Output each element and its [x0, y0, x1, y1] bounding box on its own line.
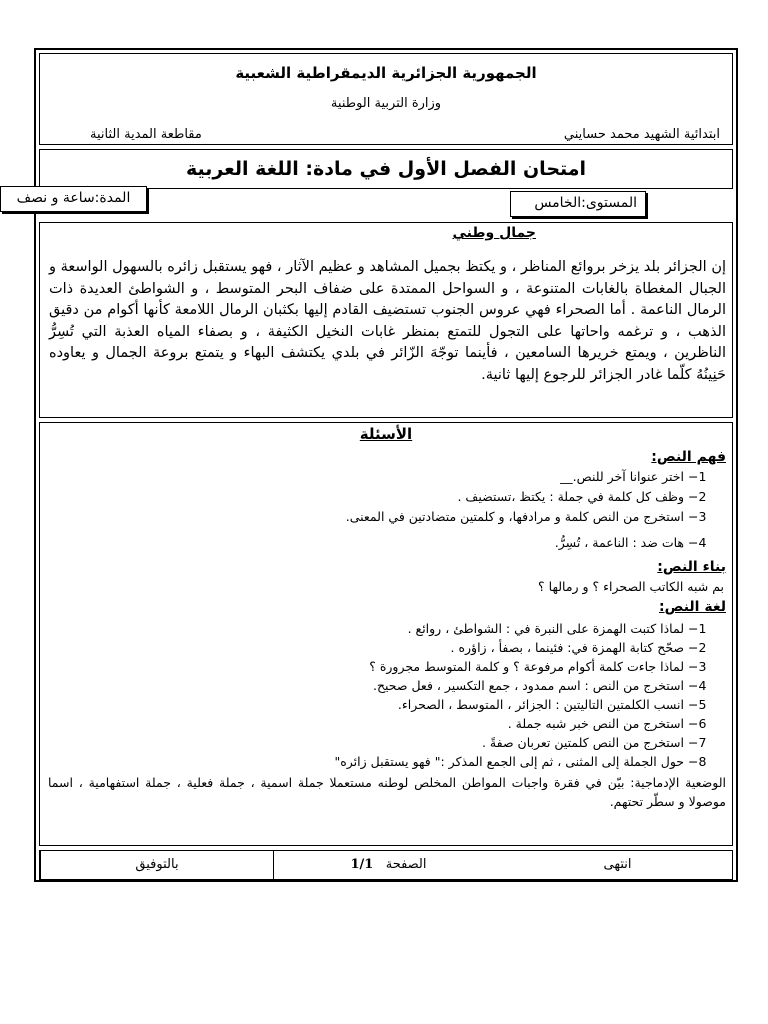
passage-box [39, 222, 733, 418]
questions-heading: الأسئلة [359, 425, 413, 443]
comprehension-q3: 3− استخرج من النص كلمة و مرادفها، و كلمتين متضادتين في المعنى. [345, 509, 707, 524]
language-q8: 8− حول الجملة إلى المثنى ، ثم إلى الجمع المذكر :" فهو يستقبل زائره" [334, 754, 707, 769]
language-q3: 3− لماذا جاءت كلمة أكوام مرفوعة ؟ و كلمة المتوسط مجرورة ؟ [369, 659, 707, 674]
passage-title: جمال وطني [452, 225, 536, 241]
integration-task: الوضعية الإدماجية: بيّن في فقرة واجبات المواطن المخلص لوطنه مستعملا جملة اسمية ، جملة فعلية ، جملة استفهامية ، اسما موصولا و سطّر تحتهم. [48, 775, 726, 809]
language-q5: 5− انسب الكلمتين التاليتين : الجزائر ، المتوسط ، الصحراء. [397, 697, 707, 712]
language-q6: 6− استخرج من النص خبر شبه جملة . [507, 716, 707, 731]
page-indicator: الصفحة 1/1 [273, 851, 503, 879]
structure-question: بم شبه الكاتب الصحراء ؟ و رمالها ؟ [538, 579, 724, 594]
structure-heading: بناء النص: [657, 559, 726, 575]
district-name: مقاطعة المدية الثانية [90, 127, 202, 142]
ministry-heading: وزارة التربية الوطنية [330, 96, 442, 111]
language-q1: 1− لماذا كتبت الهمزة على النبرة في : الشواطئ ، روائع . [407, 621, 707, 636]
language-q7: 7− استخرج من النص كلمتين تعربان صفةً . [481, 735, 707, 750]
comprehension-q2: 2− وظف كل كلمة في جملة : يكتظ ،تستضيف . [457, 489, 707, 504]
passage-text: إن الجزائر بلد يزخر بروائع المناظر ، و يكتظ بجميل المشاهد و عظيم الآثار ، فهو يستقبل زائره بالسهول الواسعة و الجبال المغطاة بالغابات المتنوعة ، و السواحل الممتدة على ضفاف البحر المتوسط ، و الشواطئ العديدة ذات الرمال الناعمة . أما الصحراء فهي عروس الجنوب تستضيف القادم إليها بكثبان الرمال اللامعة كأنها أكوام من دقيق الذهب ، و ترغمه واحاتها على التجول للتمتع بمنظر غابات النخيل الكثيفة ، و بصفاء المياه العذبة التي تُسِرُّ الناظرين ، ويمتع خريرها السامعين ، فأينما توجّهَ الزّائر في بلدي يكتشف البهاء و يتمتع بروعة الجمال و يعاوده حَنِينُهُ كلّما غادر الجزائر للرجوع إليها ثانية. [49, 259, 726, 383]
comprehension-heading: فهم النص: [651, 449, 726, 465]
language-heading: لغة النص: [659, 599, 726, 615]
school-name: ابتدائية الشهيد محمد حسايني [563, 127, 720, 142]
end-label: انتهى [603, 857, 632, 872]
language-q4: 4− استخرج من النص : اسم ممدود ، جمع التكسير ، فعل صحيح. [372, 678, 707, 693]
level-badge: المستوى:الخامس [510, 191, 646, 217]
duration-badge: المدة:ساعة و نصف [0, 186, 147, 212]
header-box [39, 53, 733, 145]
comprehension-q1: 1− اختر عنوانا آخر للنص.__ [560, 469, 707, 484]
good-luck: بالتوفيق [40, 851, 273, 879]
comprehension-q4: 4− هات ضد : الناعمة ، تُسِرُّ. [554, 535, 707, 550]
language-q2: 2− صحّح كتابة الهمزة في: فئينما ، بصفأ ، زاؤره . [450, 640, 707, 655]
exam-title: امتحان الفصل الأول في مادة: اللغة العربية [185, 158, 587, 180]
title-box [39, 149, 733, 189]
republic-heading: الجمهورية الجزائرية الديمقراطية الشعبية [235, 64, 537, 82]
questions-box [39, 422, 733, 846]
exam-sheet [34, 48, 738, 882]
footer-box [39, 850, 733, 880]
